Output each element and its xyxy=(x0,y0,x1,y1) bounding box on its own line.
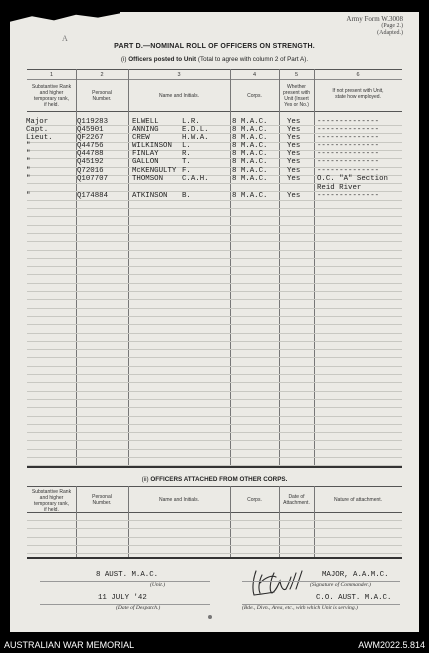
ruled-line xyxy=(27,341,402,342)
officer-present: Yes xyxy=(287,158,301,166)
officer-rank: " xyxy=(26,192,31,200)
officer-row xyxy=(10,118,419,126)
ruled-line xyxy=(27,382,402,383)
ruled-line xyxy=(27,391,402,392)
table2-header-border xyxy=(27,512,402,513)
ruled-line xyxy=(27,349,402,350)
officer-surname: ELWELL xyxy=(132,118,159,126)
ruled-line xyxy=(27,440,402,441)
officer-number: Q44788 xyxy=(77,150,104,158)
header2-number: Personal Number. xyxy=(92,494,112,506)
ruled-line xyxy=(27,537,402,538)
date-label: (Date of Despatch.) xyxy=(116,605,161,611)
officer-row xyxy=(10,134,419,142)
unit-label: (Unit.) xyxy=(150,582,166,588)
officer-row xyxy=(10,142,419,150)
ruled-line xyxy=(27,283,402,284)
officer-corps: 8 M.A.C. xyxy=(232,150,268,158)
officer-number: Q174884 xyxy=(77,192,109,200)
section2-prefix: (ii) xyxy=(141,476,149,483)
thomson-remark-continued: Reid River xyxy=(317,184,362,192)
officer-corps: 8 M.A.C. xyxy=(232,167,268,175)
ruled-line xyxy=(27,465,402,466)
officer-surname: ANNING xyxy=(132,126,159,134)
officer-remarks: -------------- xyxy=(317,134,380,142)
officer-number: Q45901 xyxy=(77,126,104,134)
officer-row xyxy=(10,126,419,134)
officer-rank: " xyxy=(26,167,31,175)
officer-number: Q44756 xyxy=(77,142,104,150)
officer-remarks: -------------- xyxy=(317,192,380,200)
ruled-line xyxy=(27,216,402,217)
officer-corps: 8 M.A.C. xyxy=(232,118,268,126)
header2-rank: Substantive Rank and higher temporary rank, if held. xyxy=(31,489,72,513)
column-number: 3 xyxy=(177,72,181,78)
section1-title xyxy=(10,56,419,63)
ruled-line xyxy=(27,274,402,275)
header2-name: Name and Initials. xyxy=(158,497,200,503)
despatch-date: 11 JULY '42 xyxy=(98,594,147,602)
unit-line xyxy=(40,581,210,582)
officer-corps: 8 M.A.C. xyxy=(232,142,268,150)
officer-surname: WILKINSON xyxy=(132,142,172,150)
officer-rank: Lieut. xyxy=(26,134,53,142)
ruled-line xyxy=(27,308,402,309)
header-present: Whether present with Unit (Insert Yes or No.) xyxy=(283,84,310,108)
officer-corps: 8 M.A.C. xyxy=(232,192,268,200)
officer-initials: F. xyxy=(182,167,191,175)
ruled-line xyxy=(27,432,402,433)
officer-surname: FINLAY xyxy=(132,150,159,158)
corner-mark: A xyxy=(62,34,68,43)
officer-corps: 8 M.A.C. xyxy=(232,126,268,134)
officer-surname: GALLON xyxy=(132,158,159,166)
table2-top-border xyxy=(27,486,402,487)
ruled-line xyxy=(27,291,402,292)
table1-header-border xyxy=(27,111,402,112)
header-corps: Corps. xyxy=(247,93,262,99)
ruled-line xyxy=(27,457,402,458)
header-remarks: If not present with Unit, state how employed. xyxy=(332,88,384,100)
form-adapted: (Adapted.) xyxy=(377,30,403,36)
officer-rank: " xyxy=(26,175,31,183)
ruled-line xyxy=(27,374,402,375)
unit-value: 8 AUST. M.A.C. xyxy=(96,571,159,579)
ruled-line xyxy=(27,250,402,251)
officer-remarks: -------------- xyxy=(317,158,380,166)
header2-date: Date of Attachment. xyxy=(283,494,310,506)
officer-initials: C.A.H. xyxy=(182,175,209,183)
commander-unit: C.O. AUST. M.A.C. xyxy=(316,594,392,602)
officer-remarks: -------------- xyxy=(317,167,380,175)
officer-surname: ATKINSON xyxy=(132,192,168,200)
ruled-line xyxy=(27,416,402,417)
commander-rank: MAJOR, A.A.M.C. xyxy=(322,571,389,579)
officer-remarks: O.C. "A" Section xyxy=(317,175,388,183)
column-number: 4 xyxy=(252,72,257,78)
archive-reference: AWM2022.5.814 xyxy=(358,640,425,650)
officer-remarks: -------------- xyxy=(317,150,380,158)
form-page: (Page 2.) xyxy=(381,23,403,29)
punch-dot xyxy=(208,615,212,619)
section2-title xyxy=(10,476,419,483)
officer-present: Yes xyxy=(287,150,301,158)
header-number: Personal Number. xyxy=(92,90,112,102)
officer-rank: Capt. xyxy=(26,126,49,134)
officer-present: Yes xyxy=(287,126,301,134)
officer-present: Yes xyxy=(287,142,301,150)
officer-rank: Major xyxy=(26,118,49,126)
commander-label: (Signature of Commander.) xyxy=(310,582,371,588)
section1-bold: Officers posted to Unit xyxy=(128,56,197,63)
officer-remarks: -------------- xyxy=(317,118,380,126)
officer-initials: E.D.L. xyxy=(182,126,209,134)
officer-present: Yes xyxy=(287,167,301,175)
officer-row xyxy=(10,150,419,158)
section1-rest: (Total to agree with column 2 of Part A). xyxy=(197,56,309,63)
part-title: PART D.—NOMINAL ROLL OF OFFICERS ON STRENGTH. xyxy=(114,43,315,50)
document-page xyxy=(10,12,419,632)
ruled-line xyxy=(27,333,402,334)
officer-number: QF2267 xyxy=(77,134,104,142)
officer-initials: T. xyxy=(182,158,191,166)
column-number: 1 xyxy=(49,72,54,78)
header2-corps: Corps. xyxy=(247,497,262,503)
officer-row xyxy=(10,167,419,175)
ruled-line xyxy=(27,241,402,242)
ruled-line xyxy=(27,399,402,400)
archive-caption: AUSTRALIAN WAR MEMORIAL xyxy=(4,640,135,650)
officer-initials: L. xyxy=(182,142,191,150)
ruled-line xyxy=(27,366,402,367)
ruled-line xyxy=(27,266,402,267)
officer-remarks: -------------- xyxy=(317,142,380,150)
ruled-line xyxy=(27,449,402,450)
officer-corps: 8 M.A.C. xyxy=(232,175,268,183)
officer-row xyxy=(10,175,419,183)
header2-nature: Nature of attachment. xyxy=(333,497,383,503)
table1-bottom-border xyxy=(27,466,402,468)
officer-surname: THOMSON xyxy=(132,175,164,183)
header-name: Name and Initials. xyxy=(158,93,200,99)
ruled-line xyxy=(27,324,402,325)
section2-bold: OFFICERS ATTACHED FROM OTHER CORPS. xyxy=(150,476,288,483)
ruled-line xyxy=(27,520,402,521)
officer-present: Yes xyxy=(287,175,301,183)
officer-surname: CREW xyxy=(132,134,150,142)
table1-num-border xyxy=(27,79,402,80)
ruled-line xyxy=(27,424,402,425)
officer-present: Yes xyxy=(287,134,301,142)
officer-rank: " xyxy=(26,158,31,166)
officer-initials: R. xyxy=(182,150,191,158)
officer-number: Q45192 xyxy=(77,158,104,166)
officer-rank: " xyxy=(26,150,31,158)
officer-initials: B. xyxy=(182,192,191,200)
commander-unit-label: (Bde., Divn., Area, etc., with which Unit is serving.) xyxy=(242,605,358,611)
officer-row xyxy=(10,158,419,166)
officer-number: Q107707 xyxy=(77,175,109,183)
table1-top-border xyxy=(27,69,402,70)
ruled-line xyxy=(27,545,402,546)
ruled-line xyxy=(27,200,402,201)
torn-corner xyxy=(10,12,120,26)
ruled-line xyxy=(27,553,402,554)
ruled-line xyxy=(27,528,402,529)
ruled-line xyxy=(27,299,402,300)
officer-remarks: -------------- xyxy=(317,126,380,134)
form-number: Army Form W.3008 xyxy=(346,15,403,23)
officer-number: Q72016 xyxy=(77,167,104,175)
form-identifier xyxy=(346,16,403,37)
column-number: 5 xyxy=(294,72,299,78)
officer-present: Yes xyxy=(287,118,301,126)
column-number: 2 xyxy=(100,72,104,78)
commander-signature xyxy=(250,567,310,599)
officer-rank: " xyxy=(26,142,31,150)
officer-row xyxy=(10,192,419,200)
ruled-line xyxy=(27,357,402,358)
ruled-line xyxy=(27,316,402,317)
officer-initials: H.W.A. xyxy=(182,134,209,142)
header-rank: Substantive Rank and higher temporary rank, if held. xyxy=(31,84,72,108)
officer-number: Q119283 xyxy=(77,118,109,126)
officer-present: Yes xyxy=(287,192,301,200)
officer-surname: McKENGULTY xyxy=(132,167,177,175)
officer-corps: 8 M.A.C. xyxy=(232,134,268,142)
ruled-line xyxy=(27,233,402,234)
section1-prefix: (i) xyxy=(120,56,127,63)
officer-corps: 8 M.A.C. xyxy=(232,158,268,166)
ruled-line xyxy=(27,225,402,226)
column-number: 6 xyxy=(356,72,360,78)
ruled-line xyxy=(27,407,402,408)
ruled-line xyxy=(27,258,402,259)
table2-bottom-border xyxy=(27,557,402,559)
officer-initials: L.R. xyxy=(182,118,200,126)
ruled-line xyxy=(27,208,402,209)
